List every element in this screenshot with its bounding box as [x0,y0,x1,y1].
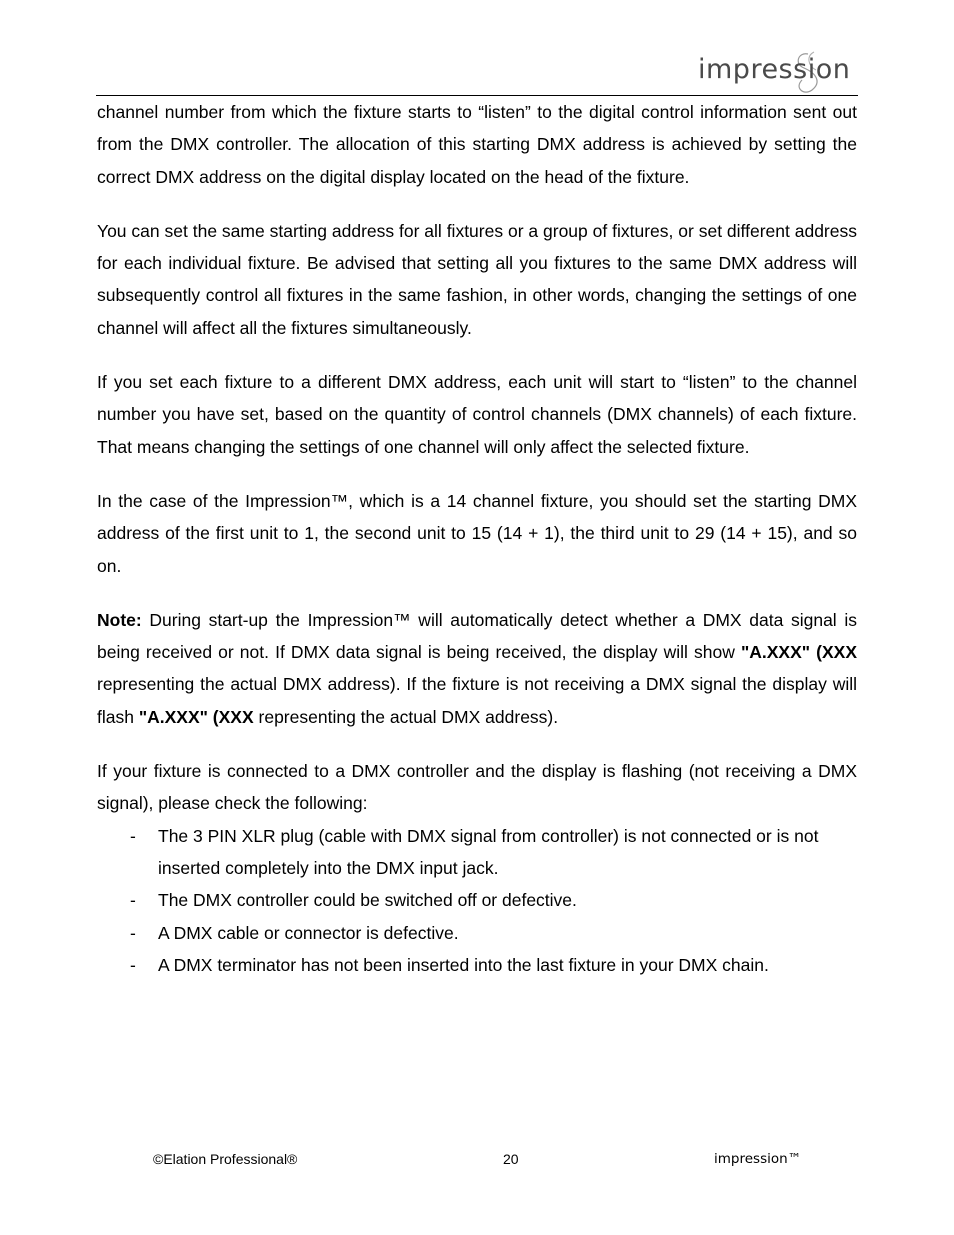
troubleshoot-list [97,820,857,981]
list-item [97,820,857,885]
list-item-text: A DMX terminator has not been inserted into the last fixture in your DMX chain. [158,954,769,975]
list-item [97,949,857,981]
paragraph-note [97,604,857,733]
impression-logo [690,48,862,94]
bullet-dash: - [130,922,136,943]
bullet-dash: - [130,890,136,911]
note-label: Note: [97,609,142,630]
list-item-text: The DMX controller could be switched off or defective. [158,890,577,911]
paragraph-dmx-address-intro: channel number from which the fixture starts to “listen” to the digital control information sent out from the DMX controller. The allocation of this starting DMX address is achieved by setting the correct DMX address on the digital display located on the head of the fixture. [97,102,857,187]
note-text-2: representing the actual DMX address). If the fixture is not receiving a DMX signal the display will flash [97,674,857,727]
paragraph-impression-example: In the case of the Impression™, which is a 14 channel fixture, you should set the starting DMX address of the first unit to 1, the second unit to 15 (14 + 1), the third unit to 29 (14 + 15), and so on. [97,490,857,576]
footer-page-number: 20 [503,1151,519,1167]
note-bold-1: "A.XXX" (XXX [740,642,857,663]
paragraph-same-address: You can set the same starting address for all fixtures or a group of fixtures, or set different address for each individual fixture. Be advised that setting all you fixtures to the same DMX address will subsequently control all fixtures in the same fashion, in other words, changing the settings of one channel will affect all the fixtures simultaneously. [97,220,857,338]
note-text-3: representing the actual DMX address). [253,706,559,727]
page-content [97,96,857,981]
footer-copyright: ©Elation Professional® [153,1151,298,1167]
list-item-text: A DMX cable or connector is defective. [158,922,459,943]
bullet-dash: - [130,954,136,975]
paragraph-different-address: If you set each fixture to a different DMX address, each unit will start to “listen” to the channel number you have set, based on the quantity of control channels (DMX channels) of each fixture. That means changing the settings of one channel will only affect the selected fixture. [97,372,857,457]
note-bold-2: "A.XXX" (XXX [138,706,254,727]
note-text-1: During start-up the Impression™ will automatically detect whether a DMX data signal is being received or not. If DMX data signal is being received, the display will show [97,609,857,663]
paragraph-troubleshoot-intro: If your fixture is connected to a DMX controller and the display is flashing (not receiving a DMX signal), please check the following: [97,761,857,814]
bullet-dash: - [130,825,136,846]
logo-text: impression [698,54,851,85]
list-item-text: The 3 PIN XLR plug (cable with DMX signal from controller) is not connected or is not inserted completely into the DMX input jack. [158,825,819,878]
list-item [97,884,857,916]
footer-product-name: impression™ [714,1151,802,1167]
list-item [97,917,857,949]
